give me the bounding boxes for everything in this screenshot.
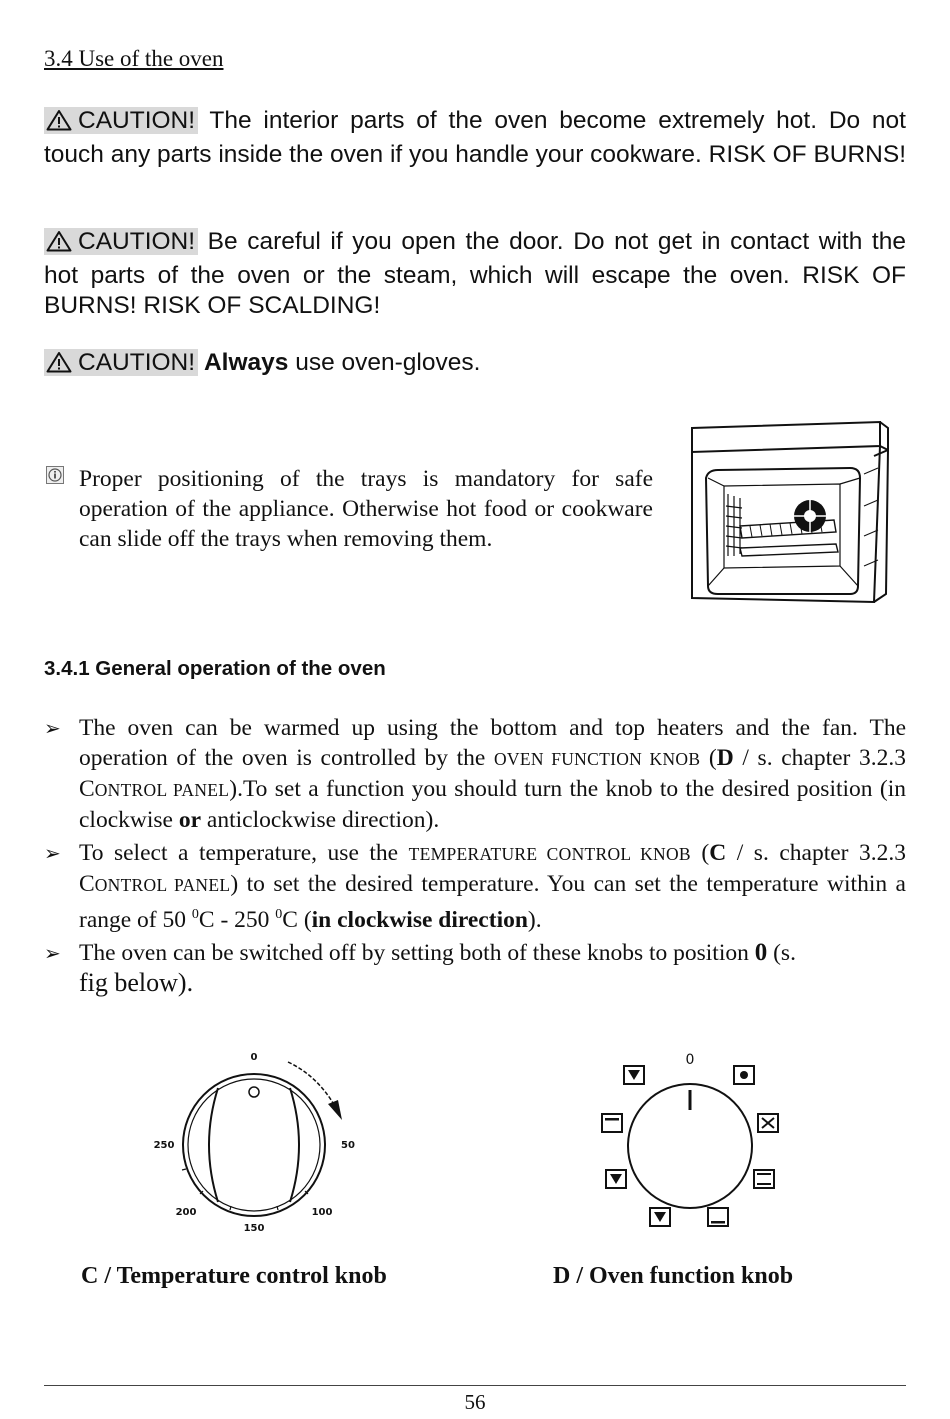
knob-c-label-150: 150 [243,1223,265,1234]
knob-c-label-250: 250 [153,1140,175,1151]
footer-divider [44,1385,906,1386]
caution-label: CAUTION! [44,228,198,255]
knob-c-label-zero: 0 [250,1052,258,1063]
caution-hot-interior [44,106,906,170]
section-title: 3.4 Use of the oven [44,46,224,71]
knob-c-label-50: 50 [341,1140,355,1151]
caution-text: The interior parts of the oven become extremely hot. Do not touch any parts inside the oven if you handle your cookware. RISK OF BURNS! [44,107,907,168]
caution-text: Be careful if you open the door. Do not get in contact with the hot parts of the oven or the steam, which will escape the oven. RISK OF BURNS! RISK OF SCALDING! [44,228,906,319]
list-item: ➢ The oven can be warmed up using the bottom and top heaters and the fan. The operation of the oven is controlled by the OVEN FUNCTION KNOB (D / s. chapter 3.2.3 CONTROL PANEL).To set a function you should turn the knob to the desired position (in clockwise or anticlockwise direction). [44,715,906,833]
page-number: 56 [464,1390,486,1414]
warning-icon [46,230,72,261]
knob-c-label-100: 100 [311,1207,333,1218]
arrow-bullet-icon: ➢ [44,940,61,965]
temperature-knob-caption: C / Temperature control knob [81,1263,387,1289]
caution-gloves [44,348,906,382]
list-item: ➢ To select a temperature, use the TEMPERATURE CONTROL KNOB (C / s. chapter 3.2.3 CONTROL PANEL) to set the desired temperature. You can set the temperature within a range of 50 $^0$C - 250 $^0$C (in clockwise direction). [44,840,907,933]
info-note: Proper positioning of the trays is mandatory for safe operation of the appliance. Otherwise hot food or cookware can slide off the trays when removing them. [79,466,653,552]
warning-icon [46,351,72,382]
oven-illustration [684,416,892,613]
oven-function-knob [592,1042,792,1247]
temperature-control-knob [150,1042,370,1247]
info-icon [46,466,64,484]
list-item: ➢ The oven can be switched off by setting both of these knobs to position 0 (s. fig below). [44,938,796,997]
caution-text: use oven-gloves. [288,349,481,376]
knob-d-label-zero: 0 [685,1052,695,1068]
arrow-bullet-icon: ➢ [44,841,61,865]
knob-reference: OVEN FUNCTION KNOB [493,749,701,769]
knob-c-label-200: 200 [175,1207,197,1218]
caution-label: CAUTION! [44,107,198,134]
knob-reference: TEMPERATURE CONTROL KNOB [408,844,691,864]
subsection-title: 3.4.1 General operation of the oven [44,657,386,680]
function-knob-caption: D / Oven function knob [553,1263,794,1289]
caution-label: CAUTION! [44,349,198,376]
top-heat-symbol-icon [602,1114,622,1132]
arrow-bullet-icon: ➢ [44,716,61,740]
conventional-symbol-icon [754,1170,774,1188]
instruction-list [44,713,906,1002]
warning-icon [46,109,72,140]
caution-door [44,227,906,322]
caution-bold: Always [198,349,289,376]
